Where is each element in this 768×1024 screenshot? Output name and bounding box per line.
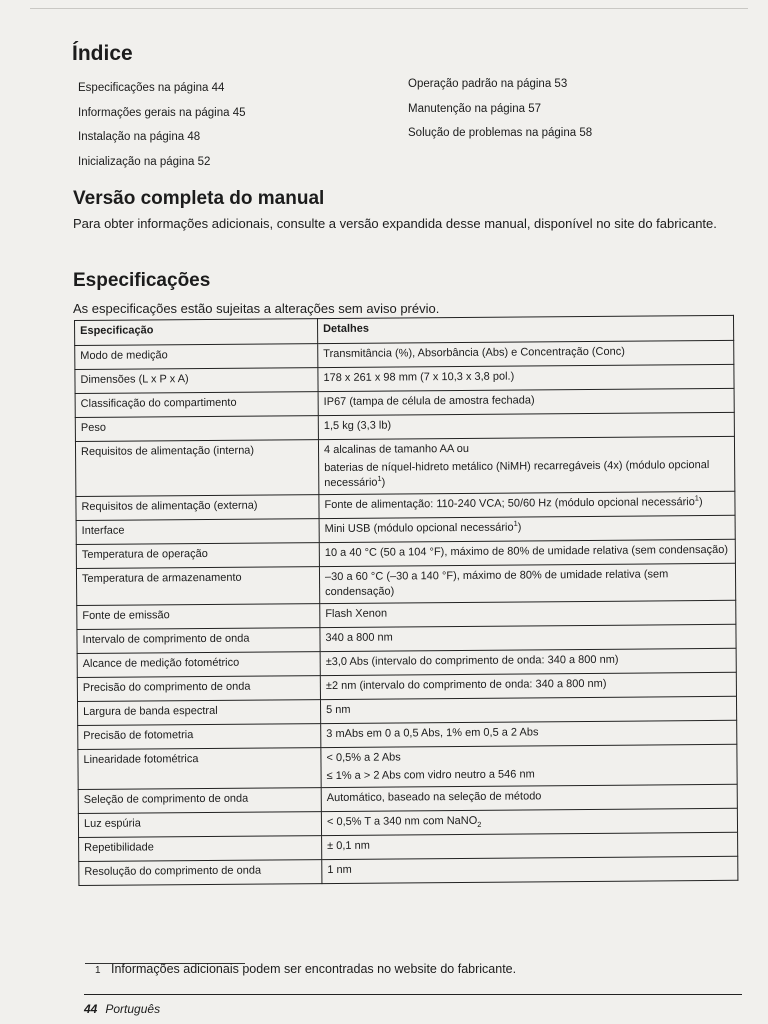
table-row [78,744,737,789]
spec-name: Alcance de medição fotométrico [77,652,320,678]
toc-entry-page: 52 [197,155,211,168]
toc-entry-page: 57 [528,102,542,115]
spec-details [322,856,738,883]
toc-entry-text: Instalação na página [78,131,188,143]
spec-detail-line [324,392,729,410]
subscript: 2 [477,820,482,830]
spec-details [321,784,737,811]
spec-detail-text: Flash Xenon [325,607,388,621]
spec-details [321,808,737,835]
spec-detail-line [323,344,728,362]
spec-details [319,539,735,566]
toc-right-column [408,76,592,150]
spec-detail-text: IP67 (tampa de célula de amostra fechada) [323,394,535,409]
toc-left-column [78,80,246,178]
footnote-text: Informações adicionais podem ser encontradas no website do fabricante. [111,962,517,976]
toc-entry[interactable] [78,80,246,105]
spec-details [319,563,735,603]
spec-name: Requisitos de alimentação (externa) [76,495,319,521]
spec-detail-text: Transmitância (%), Absorbância (Abs) e Concentração (Conc) [323,345,625,361]
spec-detail-text: 3 mAbs em 0 a 0,5 Abs, 1% em 0,5 a 2 Abs [326,726,539,741]
spec-detail-text: < 0,5% a 2 Abs [326,751,401,765]
spec-details [318,340,734,367]
spec-name: Precisão do comprimento de onda [77,676,320,702]
header-specification: Especificação [75,319,318,346]
spec-name: Repetibilidade [79,836,322,862]
spec-detail-text: –30 a 60 °C (–30 a 140 °F), máximo de 80% de umidade relativa (sem condensação) [324,568,669,599]
spec-detail-line [323,368,728,386]
spec-detail-line [326,748,731,766]
toc-entry-text: Manutenção na página [408,102,529,115]
spec-detail-text: Automático, baseado na seleção de método [326,790,542,805]
spec-name: Linearidade fotométrica [78,748,321,790]
spec-detail-text: baterias de níquel-hidreto metálico (NiMH) recarregáveis (4x) (módulo opcional necessário [324,459,710,490]
spec-details [320,624,736,651]
spec-detail-line [325,519,730,537]
spec-name: Fonte de emissão [77,604,320,630]
toc-entry-page: 48 [187,131,201,143]
spec-name: Modo de medição [75,344,318,370]
spec-name: Intervalo de comprimento de onda [77,628,320,654]
spec-detail-text: ± 0,1 nm [327,839,370,853]
spec-name: Largura de banda espectral [77,700,320,726]
spec-detail-line [325,543,730,561]
spec-detail-text: 1,5 kg (3,3 lb) [323,419,392,433]
toc-entry-page: 58 [579,127,593,139]
spec-detail-line [324,495,729,513]
table-row [76,563,735,605]
footnote-ref: 1 [377,473,382,483]
footnote-number: 1 [95,965,101,976]
toc-entry[interactable] [78,105,246,130]
spec-detail-line [326,652,731,670]
spec-detail-line [327,812,732,830]
page-number: 44 [84,1002,98,1016]
spec-details [320,648,736,675]
spec-detail-text: < 0,5% T a 340 nm com NaNO [326,814,478,829]
spec-detail-text: Fonte de alimentação: 110-240 VCA; 50/60 Hz (módulo opcional necessário [324,496,695,512]
spec-details [321,744,737,787]
spec-name: Interface [76,519,319,545]
spec-detail-line [325,604,730,622]
toc-entry-text: Inicialização na página [78,155,198,168]
spec-detail-line [327,788,732,806]
footer-language: Português [105,1002,161,1016]
spec-detail-line [324,416,729,434]
toc-entry-text: Solução de problemas na página [408,127,580,139]
footer-divider [84,994,742,995]
toc-title: Índice [72,42,133,65]
spec-details [320,672,736,699]
specifications-heading: Especificações [73,270,211,291]
spec-details [318,412,734,439]
spec-detail-text: 5 nm [326,703,351,717]
spec-details [321,720,737,747]
spec-detail-line [324,440,729,458]
spec-detail-text: 10 a 40 °C (50 a 104 °F), máximo de 80% de umidade relativa (sem condensação) [324,543,729,560]
spec-detail-suffix: ) [381,476,386,489]
spec-details [318,436,734,494]
spec-detail-line [326,724,731,742]
spec-detail-text: 178 x 261 x 98 mm (7 x 10,3 x 3,8 pol.) [323,370,515,385]
footnote-ref: 1 [513,518,518,528]
spec-detail-text: 1 nm [327,863,352,877]
spec-name: Classificação do compartimento [75,392,318,418]
spec-details [319,491,735,518]
toc-entry-text: Informações gerais na página [78,106,233,119]
spec-detail-text: ±3,0 Abs (intervalo do comprimento de onda: 340 a 800 nm) [325,653,619,669]
spec-detail-line [327,860,732,878]
spec-name: Temperatura de armazenamento [76,567,319,606]
spec-detail-line [324,458,729,491]
spec-detail-line [327,766,732,784]
spec-detail-text: 4 alcalinas de tamanho AA ou [323,442,470,457]
full-manual-text: Para obter informações adicionais, consulte a versão expandida desse manual, disponível no site do fabricante. [73,216,717,231]
spec-detail-text: Mini USB (módulo opcional necessário [324,521,514,536]
header-details: Detalhes [317,315,733,343]
footnote [95,962,735,976]
spec-name: Dimensões (L x P x A) [75,368,318,394]
specifications-note: As especificações estão sujeitas a alterações sem aviso prévio. [73,301,440,316]
spec-details [318,364,734,391]
spec-detail-text: 340 a 800 nm [325,631,393,645]
top-divider [30,8,748,9]
footnote-ref: 1 [694,493,699,503]
spec-details [320,600,736,627]
spec-name: Requisitos de alimentação (interna) [75,440,318,497]
toc-entry-text: Especificações na página [78,82,212,94]
spec-detail-line [325,567,730,600]
page-footer [84,1002,160,1016]
spec-name: Seleção de comprimento de onda [78,788,321,814]
spec-name: Peso [75,416,318,442]
specifications-table [74,315,738,886]
table-row [75,436,734,496]
full-manual-heading: Versão completa do manual [73,188,325,209]
toc-entry-text: Operação padrão na página [408,78,555,90]
spec-name: Luz espúria [78,812,321,838]
table-row [79,856,738,885]
spec-detail-text: ≤ 1% a > 2 Abs com vidro neutro a 546 nm [326,768,535,783]
spec-detail-line [326,676,731,694]
toc-entry[interactable] [408,76,592,101]
toc-entry[interactable] [78,154,246,179]
spec-details [319,515,735,542]
toc-entry-page: 53 [554,78,568,90]
spec-name: Resolução do comprimento de onda [79,860,322,886]
spec-details [320,696,736,723]
toc-entry-page: 44 [211,82,225,94]
spec-detail-text: ±2 nm (intervalo do comprimento de onda: 340 a 800 nm) [325,677,607,693]
toc-entry[interactable] [408,125,592,150]
toc-entry[interactable] [408,101,592,126]
spec-name: Temperatura de operação [76,543,319,569]
specifications-body [75,340,738,885]
spec-detail-line [326,700,731,718]
spec-details [318,388,734,415]
spec-details [322,832,738,859]
spec-detail-line [327,836,732,854]
toc-entry[interactable] [78,129,246,154]
spec-detail-line [325,628,730,646]
spec-name: Precisão de fotometria [78,724,321,750]
spec-detail-suffix: ) [698,496,703,509]
spec-detail-suffix: ) [517,521,522,534]
toc-entry-page: 45 [232,106,246,119]
